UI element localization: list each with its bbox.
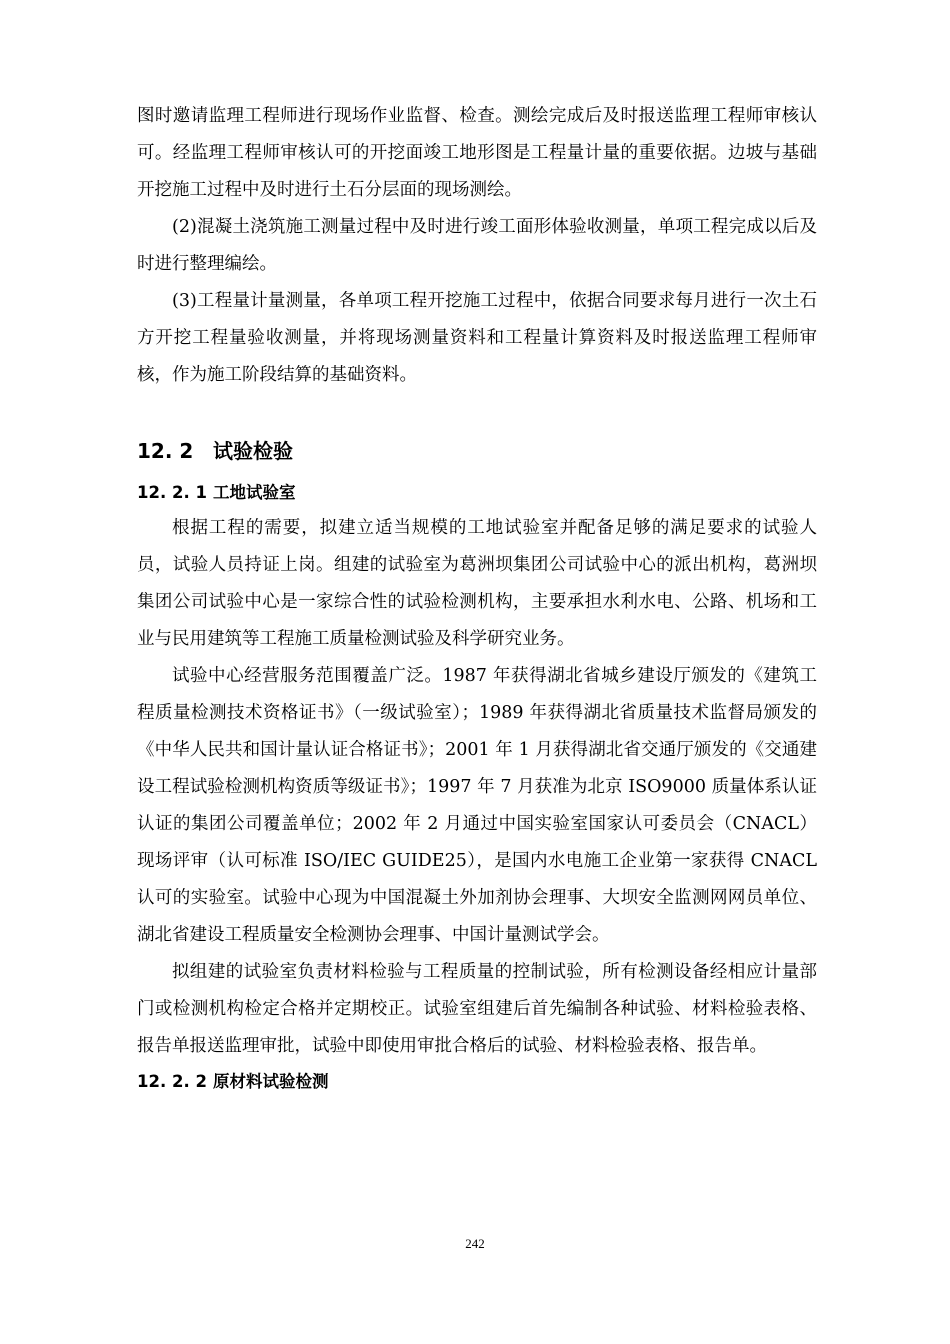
paragraph: 根据工程的需要，拟建立适当规模的工地试验室并配备足够的满足要求的试验人员，试验人员持证上岗。组建的试验室为葛洲坝集团公司试验中心的派出机构，葛洲坝集团公司试验中心是一家综合性的试验检测机构，主要承担水利水电、公路、机场和工业与民用建筑等工程施工质量检测试验及科学研究业务。 bbox=[137, 518, 817, 649]
paragraph: 拟组建的试验室负责材料检验与工程质量的控制试验，所有检测设备经相应计量部门或检测机构检定合格并定期校正。试验室组建后首先编制各种试验、材料检验表格、报告单报送监理审批，试验中即使用审批合格后的试验、材料检验表格、报告单。 bbox=[137, 962, 817, 1056]
section-title: 工地试验室 bbox=[213, 483, 296, 502]
section-title: 原材料试验检测 bbox=[213, 1072, 329, 1091]
paragraph: (2)混凝土浇筑施工测量过程中及时进行竣工面形体验收测量，单项工程完成以后及时进行整理编绘。 bbox=[137, 217, 817, 274]
page-content bbox=[137, 98, 817, 1099]
section-heading-12-2-1 bbox=[137, 478, 817, 508]
section-heading-12-2-2 bbox=[137, 1067, 817, 1097]
paragraph: 图时邀请监理工程师进行现场作业监督、检查。测绘完成后及时报送监理工程师审核认可。经监理工程师审核认可的开挖面竣工地形图是工程量计量的重要依据。边坡与基础开挖施工过程中及时进行土石分层面的现场测绘。 bbox=[137, 106, 817, 200]
section-number: 12. 2. 2 bbox=[137, 1072, 207, 1091]
paragraph: (3)工程量计量测量，各单项工程开挖施工过程中，依据合同要求每月进行一次土石方开挖工程量验收测量，并将现场测量资料和工程量计算资料及时报送监理工程师审核，作为施工阶段结算的基础资料。 bbox=[137, 291, 817, 385]
section-heading-12-2 bbox=[137, 436, 817, 466]
page-number: 242 bbox=[465, 1236, 485, 1251]
section-number: 12. 2. 1 bbox=[137, 483, 207, 502]
section-number: 12. 2 bbox=[137, 439, 194, 463]
paragraph: 试验中心经营服务范围覆盖广泛。1987 年获得湖北省城乡建设厅颁发的《建筑工程质量检测技术资格证书》（一级试验室）；1989 年获得湖北省质量技术监督局颁发的《中华人民共和国计量认证合格证书》；2001 年 1 月获得湖北省交通厅颁发的《交通建设工程试验检测机构资质等级证书》；1997 年 7 月获准为北京 ISO9000 质量体系认证认证的集团公司覆盖单位；2002 年 2 月通过中国实验室国家认可委员会（CNACL）现场评审（认可标准 ISO/IEC GUIDE25），是国内水电施工企业第一家获得 CNACL 认可的实验室。试验中心现为中国混凝土外加剂协会理事、大坝安全监测网网员单位、湖北省建设工程质量安全检测协会理事、中国计量测试学会。 bbox=[137, 666, 817, 945]
section-title: 试验检验 bbox=[213, 439, 293, 463]
